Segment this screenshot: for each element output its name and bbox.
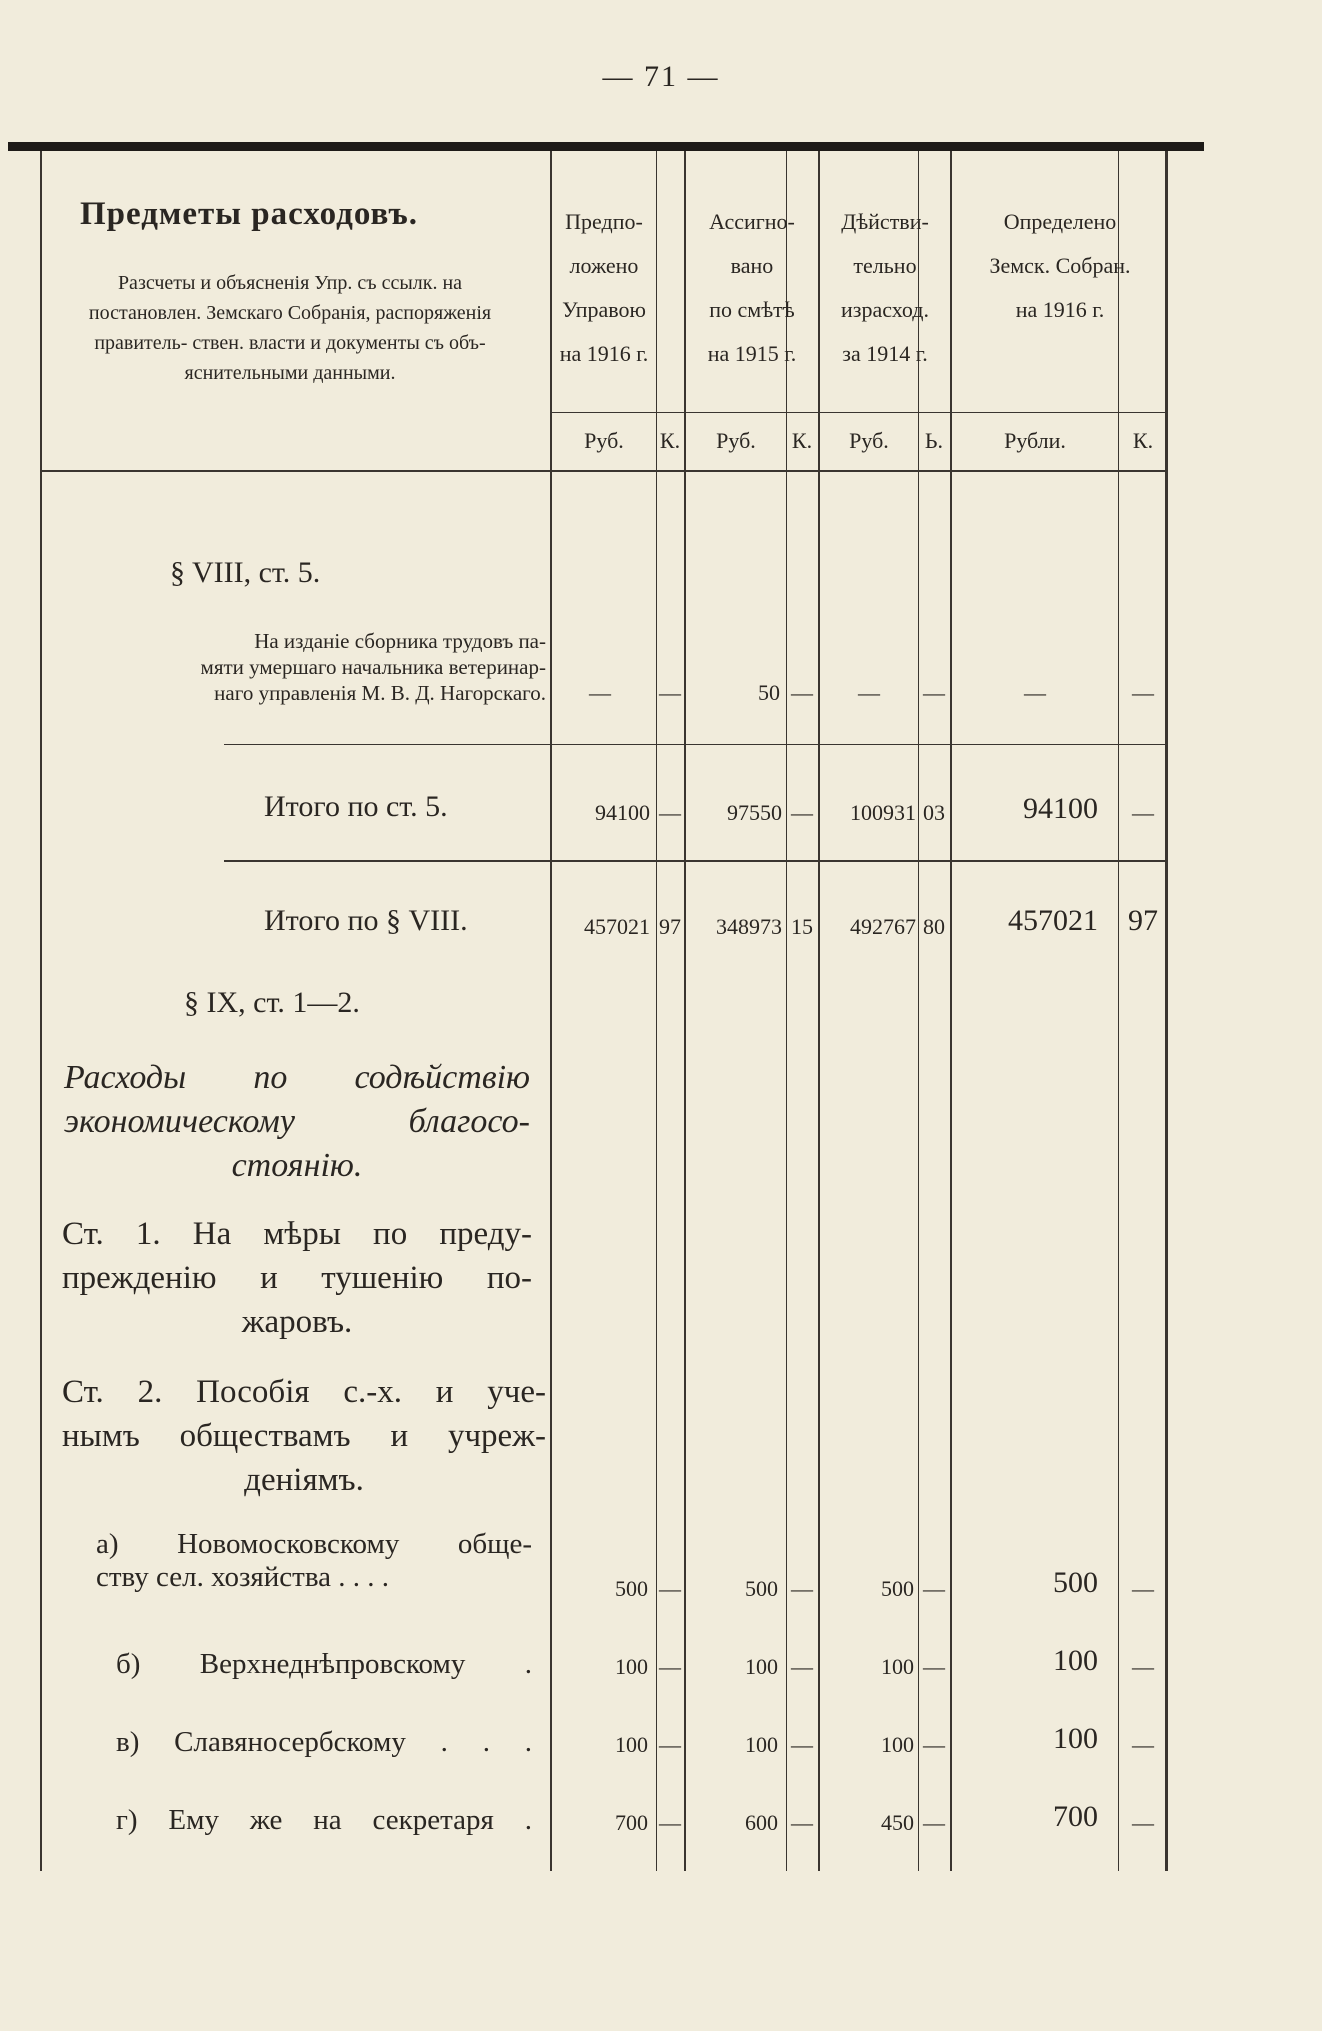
page-number: — 71 —	[602, 60, 720, 93]
row-b-c4k: —	[923, 1654, 945, 1679]
total-st5-c3k: —	[791, 800, 813, 825]
row-a-c2k: —	[659, 1576, 681, 1601]
header-col2: Предпо- ложено Управою на 1916 г.	[559, 209, 649, 366]
header-col3: Ассигно- вано по смѣтѣ на 1915 г.	[707, 209, 797, 366]
unit-kop-col5: К.	[1132, 428, 1154, 453]
col-divider	[1118, 151, 1119, 1871]
row-rule	[224, 860, 1168, 862]
row-d-c2: 700	[615, 1810, 648, 1835]
total-st5-c2k: —	[659, 800, 681, 825]
section9-heading: § IX, ст. 1—2.	[184, 986, 360, 1019]
s8-item-c4k: —	[923, 680, 945, 705]
section8-item-text: На изданіе сборника трудовъ па- мяти умершаго начальника ветеринар- наго управленія М. В. Д. Нагорскаго.	[200, 629, 546, 705]
col-divider	[786, 151, 787, 1871]
unit-rub-col2: Руб.	[584, 428, 624, 453]
row-c-c5: 100	[1053, 1722, 1098, 1755]
row-c-c4k: —	[923, 1732, 945, 1757]
row-d-c4: 450	[881, 1810, 914, 1835]
unit-kop-col4: Ь.	[924, 428, 944, 453]
col-divider	[684, 151, 686, 1871]
total-s8-c3k: 15	[791, 914, 813, 939]
row-a-c2: 500	[615, 1576, 648, 1601]
section9-st1: Ст. 1. На мѣры по преду- прежденію и тушенію по- жаровъ.	[62, 1216, 532, 1340]
list-item-label: в) Славяносербскому . . .	[116, 1726, 532, 1758]
row-c-c3k: —	[791, 1732, 813, 1757]
row-c-c3: 100	[745, 1732, 778, 1757]
total-st5-label: Итого по ст. 5.	[264, 790, 448, 823]
total-s8-c2k: 97	[659, 914, 681, 939]
row-b-c5: 100	[1053, 1644, 1098, 1677]
header-col1-title: Предметы расходовъ.	[80, 196, 418, 232]
row-d-c5: 700	[1053, 1800, 1098, 1833]
row-b-c2k: —	[659, 1654, 681, 1679]
total-st5-c4k: 03	[923, 800, 945, 825]
row-a-c3: 500	[745, 1576, 778, 1601]
total-st5-c4: 100931	[850, 800, 916, 825]
col-divider	[656, 151, 657, 1871]
row-a-c5: 500	[1053, 1566, 1098, 1599]
row-a-c3k: —	[791, 1576, 813, 1601]
total-st5-c5k: —	[1132, 800, 1154, 825]
row-c-c4: 100	[881, 1732, 914, 1757]
s8-item-c3: 50	[758, 680, 780, 705]
header-col4: Дѣйстви- тельно израсход. за 1914 г.	[841, 209, 929, 366]
total-s8-c3: 348973	[716, 914, 782, 939]
total-s8-c5k: 97	[1128, 904, 1158, 937]
col-divider	[918, 151, 919, 1871]
s8-item-c3k: —	[791, 680, 813, 705]
list-item-label: г) Ему же на секретаря .	[116, 1804, 532, 1836]
units-rule	[550, 412, 1168, 413]
total-s8-c4: 492767	[850, 914, 916, 939]
header-col1-subtitle: Разсчеты и объясненія Упр. съ ссылк. на постановлен. Земскаго Собранія, распоряженія правитель- ствен. власти и документы съ объ- яснительными данными.	[88, 272, 492, 384]
s8-item-c2: —	[589, 680, 611, 705]
total-s8-c5: 457021	[1008, 904, 1098, 937]
row-a-c4: 500	[881, 1576, 914, 1601]
list-item-label: а) Новомосковскому обще- ству сел. хозяйства . . . .	[96, 1528, 532, 1593]
list-item-label: б) Верхнеднѣпровскому .	[116, 1648, 532, 1680]
col-divider	[550, 151, 552, 1871]
total-s8-c4k: 80	[923, 914, 945, 939]
header-bottom-rule	[40, 470, 1168, 472]
unit-kop-col2: К.	[659, 428, 681, 453]
header-col5: Определено Земск. Собран. на 1916 г.	[989, 209, 1131, 322]
section9-st2: Ст. 2. Пособія с.-х. и уче- нымъ обществамъ и учреж- деніямъ.	[62, 1374, 546, 1498]
unit-kop-col3: К.	[791, 428, 813, 453]
total-s8-c2: 457021	[584, 914, 650, 939]
row-b-c4: 100	[881, 1654, 914, 1679]
row-rule	[224, 744, 1168, 745]
total-st5-c2: 94100	[595, 800, 650, 825]
row-b-c3k: —	[791, 1654, 813, 1679]
unit-rub-col5: Рубли.	[1004, 428, 1066, 453]
row-d-c2k: —	[659, 1810, 681, 1835]
row-c-c5k: —	[1132, 1732, 1154, 1757]
section8-heading: § VIII, ст. 5.	[170, 556, 321, 589]
total-st5-c5: 94100	[1023, 792, 1098, 825]
s8-item-c4: —	[858, 680, 880, 705]
row-b-c5k: —	[1132, 1654, 1154, 1679]
row-d-c3k: —	[791, 1810, 813, 1835]
total-s8-label: Итого по § VIII.	[264, 904, 468, 937]
total-st5-c3: 97550	[727, 800, 782, 825]
section9-italic-title: Расходы по содѣйствію экономическому благосо- стоянію.	[64, 1059, 530, 1184]
col-divider	[818, 151, 820, 1871]
row-c-c2: 100	[615, 1732, 648, 1757]
col-divider	[950, 151, 952, 1871]
row-a-c4k: —	[923, 1576, 945, 1601]
row-c-c2k: —	[659, 1732, 681, 1757]
row-d-c5k: —	[1132, 1810, 1154, 1835]
s8-item-c5k: —	[1132, 680, 1154, 705]
row-a-c5k: —	[1132, 1576, 1154, 1601]
s8-item-c2k: —	[659, 680, 681, 705]
row-b-c3: 100	[745, 1654, 778, 1679]
unit-rub-col4: Руб.	[849, 428, 889, 453]
unit-rub-col3: Руб.	[716, 428, 756, 453]
row-d-c3: 600	[745, 1810, 778, 1835]
row-d-c4k: —	[923, 1810, 945, 1835]
s8-item-c5: —	[1024, 680, 1046, 705]
row-b-c2: 100	[615, 1654, 648, 1679]
top-rule	[8, 142, 1204, 151]
